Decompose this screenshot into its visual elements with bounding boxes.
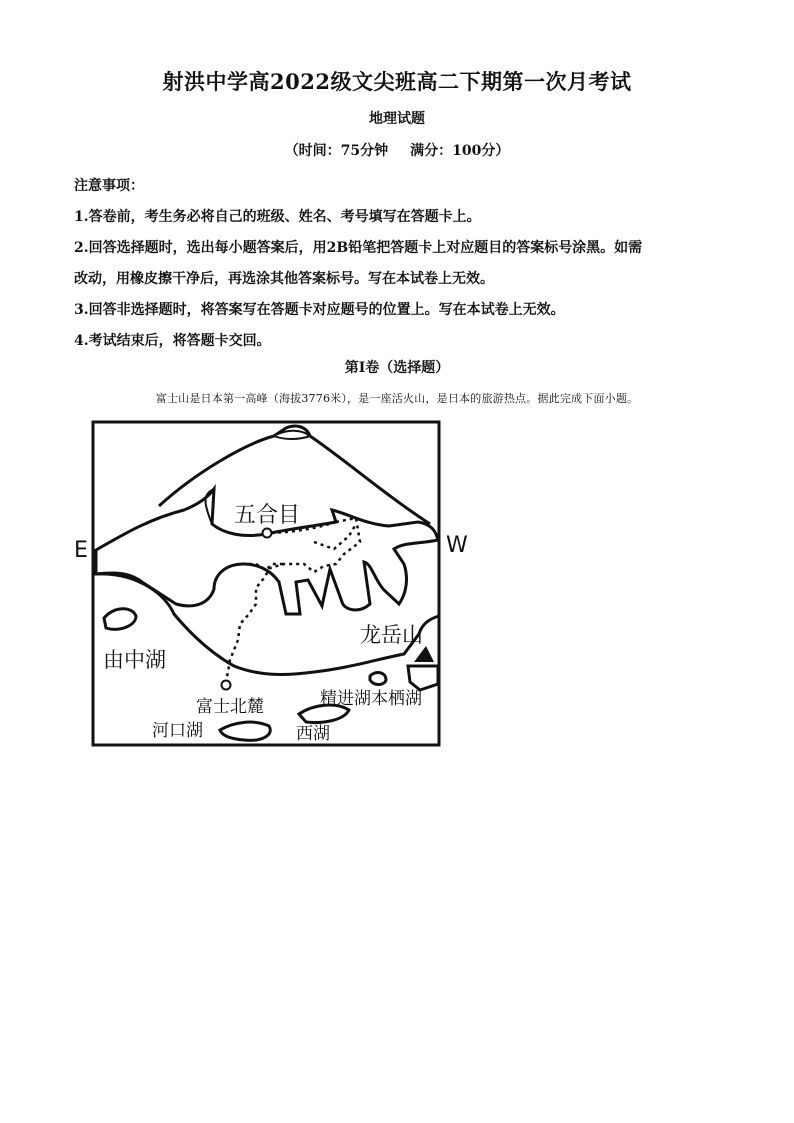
kawaguchi-lake-shape <box>220 722 270 740</box>
subject-title: 地理试题 <box>369 111 425 127</box>
kawaguchi-lake-label: 河口湖 <box>152 721 203 741</box>
notes-item: 4.考试结束后，将答题卡交回。 <box>74 333 271 349</box>
notes-item: 改动，用橡皮擦干净后，再选涂其他答案标号。写在本试卷上无效。 <box>74 271 494 287</box>
yuanaka-lake-shape <box>104 609 136 630</box>
fifth-station-label: 五合目 <box>234 503 301 528</box>
east-label: E <box>74 538 88 563</box>
notes-item: 2.回答选择题时，选出每小题答案后，用2B铅笔把答题卡上对应题目的答案标号涂黑。如需 <box>74 240 643 256</box>
fifth-station-marker <box>263 529 272 538</box>
notes-block <box>74 171 734 357</box>
exam-score: 满分：100分） <box>410 143 510 159</box>
fuji-hokuroku-label: 富士北麓 <box>196 697 264 717</box>
section-title: 第Ⅰ卷（选择题） <box>344 360 450 376</box>
exam-time: （时间：75分钟 <box>284 143 389 159</box>
fuji-hokuroku-marker <box>222 681 231 690</box>
exam-meta <box>0 140 794 160</box>
west-label: W <box>446 533 468 558</box>
shojin-motosu-label: 精进湖本栖湖 <box>320 689 422 709</box>
fuji-map-svg <box>74 414 474 759</box>
longyue-label: 龙岳山 <box>360 623 423 647</box>
fuji-map <box>74 414 474 759</box>
question-intro: 富士山是日本第一高峰（海拔3776米），是一座活火山，是日本的旅游热点。据此完成下面小题。 <box>155 392 639 405</box>
yuanaka-lake-label: 由中湖 <box>103 648 166 672</box>
notes-heading: 注意事项： <box>74 178 144 194</box>
sai-lake-label: 西湖 <box>296 724 330 744</box>
page-title: 射洪中学高2022级文尖班高二下期第一次月考试 <box>162 69 632 94</box>
notes-item: 3.回答非选择题时，将答案写在答题卡对应题号的位置上。写在本试卷上无效。 <box>74 302 565 318</box>
shojin-lake-shape <box>370 673 386 685</box>
notes-item: 1.答卷前，考生务必将自己的班级、姓名、考号填写在答题卡上。 <box>74 209 481 225</box>
